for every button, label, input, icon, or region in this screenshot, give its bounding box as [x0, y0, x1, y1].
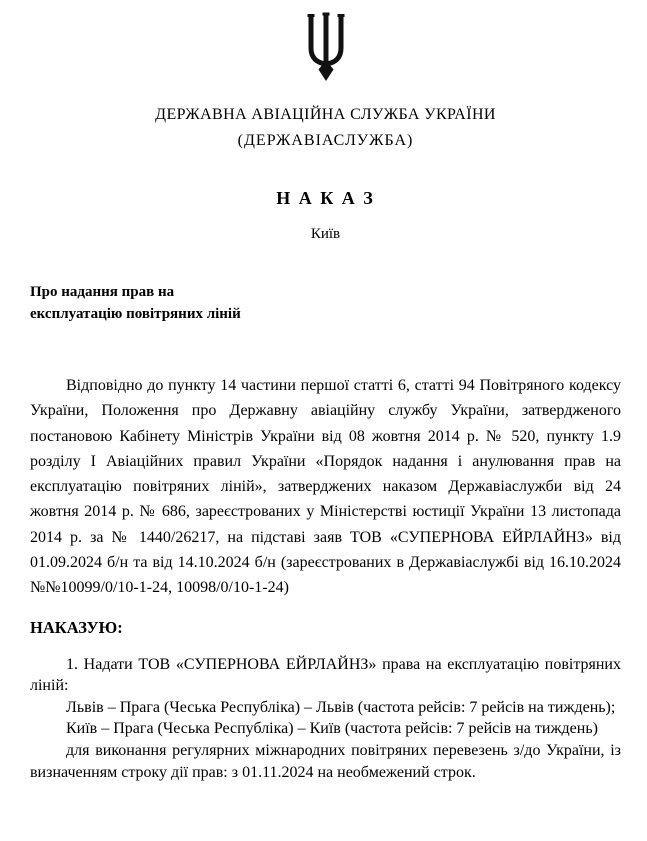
org-name: ДЕРЖАВНА АВІАЦІЙНА СЛУЖБА УКРАЇНИ: [155, 106, 496, 123]
order-section: [30, 654, 621, 784]
subject-line-2: експлуатацію повітряних ліній: [30, 306, 241, 322]
order-item-1: 1. Надати ТОВ «СУПЕРНОВА ЕЙРЛАЙНЗ» права на експлуатацію повітряних ліній:: [30, 655, 621, 695]
doc-subject: [30, 281, 621, 325]
doc-place: Київ: [310, 226, 341, 242]
org-short-name: (ДЕРЖАВІАСЛУЖБА): [237, 132, 414, 149]
doc-title: Н А К А З: [276, 188, 375, 208]
closing-paragraph: для виконання регулярних міжнародних повітряних перевезень з/до України, із визначенням строку дії прав: з 01.11.2024 на необмежений строк.: [30, 742, 621, 781]
coat-of-arms: [30, 12, 621, 87]
route-line-2: Київ – Прага (Чеська Республіка) – Київ (частота рейсів: 7 рейсів на тиждень): [66, 720, 598, 738]
route-line-1: Львів – Прага (Чеська Республіка) – Львів (частота рейсів: 7 рейсів на тиждень);: [66, 698, 616, 716]
ukraine-trident-icon: [303, 12, 349, 87]
preamble-paragraph: Відповідно до пункту 14 частини першої статті 6, статті 94 Повітряного кодексу України, Положення про Державну авіаційну службу України, затвердженого постановою Кабінету Міністрів України від 08 жовтня 2014 р. № 520, пункту 1.9 розділу І Авіаційних правил України «Порядок надання і анулювання прав на експлуатацію повітряних ліній», затверджених наказом Державіаслужби від 24 жовтня 2014 р. № 686, зареєстрованих у Міністерстві юстиції України 13 листопада 2014 р. за № 1440/26217, на підставі заяв ТОВ «СУПЕРНОВА ЕЙРЛАЙНЗ» від 01.09.2024 б/н та від 14.10.2024 б/н (зареєстрованих в Державіаслужбі від 16.10.2024 №№10099/0/10-1-24, 10098/0/10-1-24): [30, 377, 621, 597]
order-word: НАКАЗУЮ:: [30, 617, 123, 637]
subject-line-1: Про надання прав на: [30, 284, 175, 300]
